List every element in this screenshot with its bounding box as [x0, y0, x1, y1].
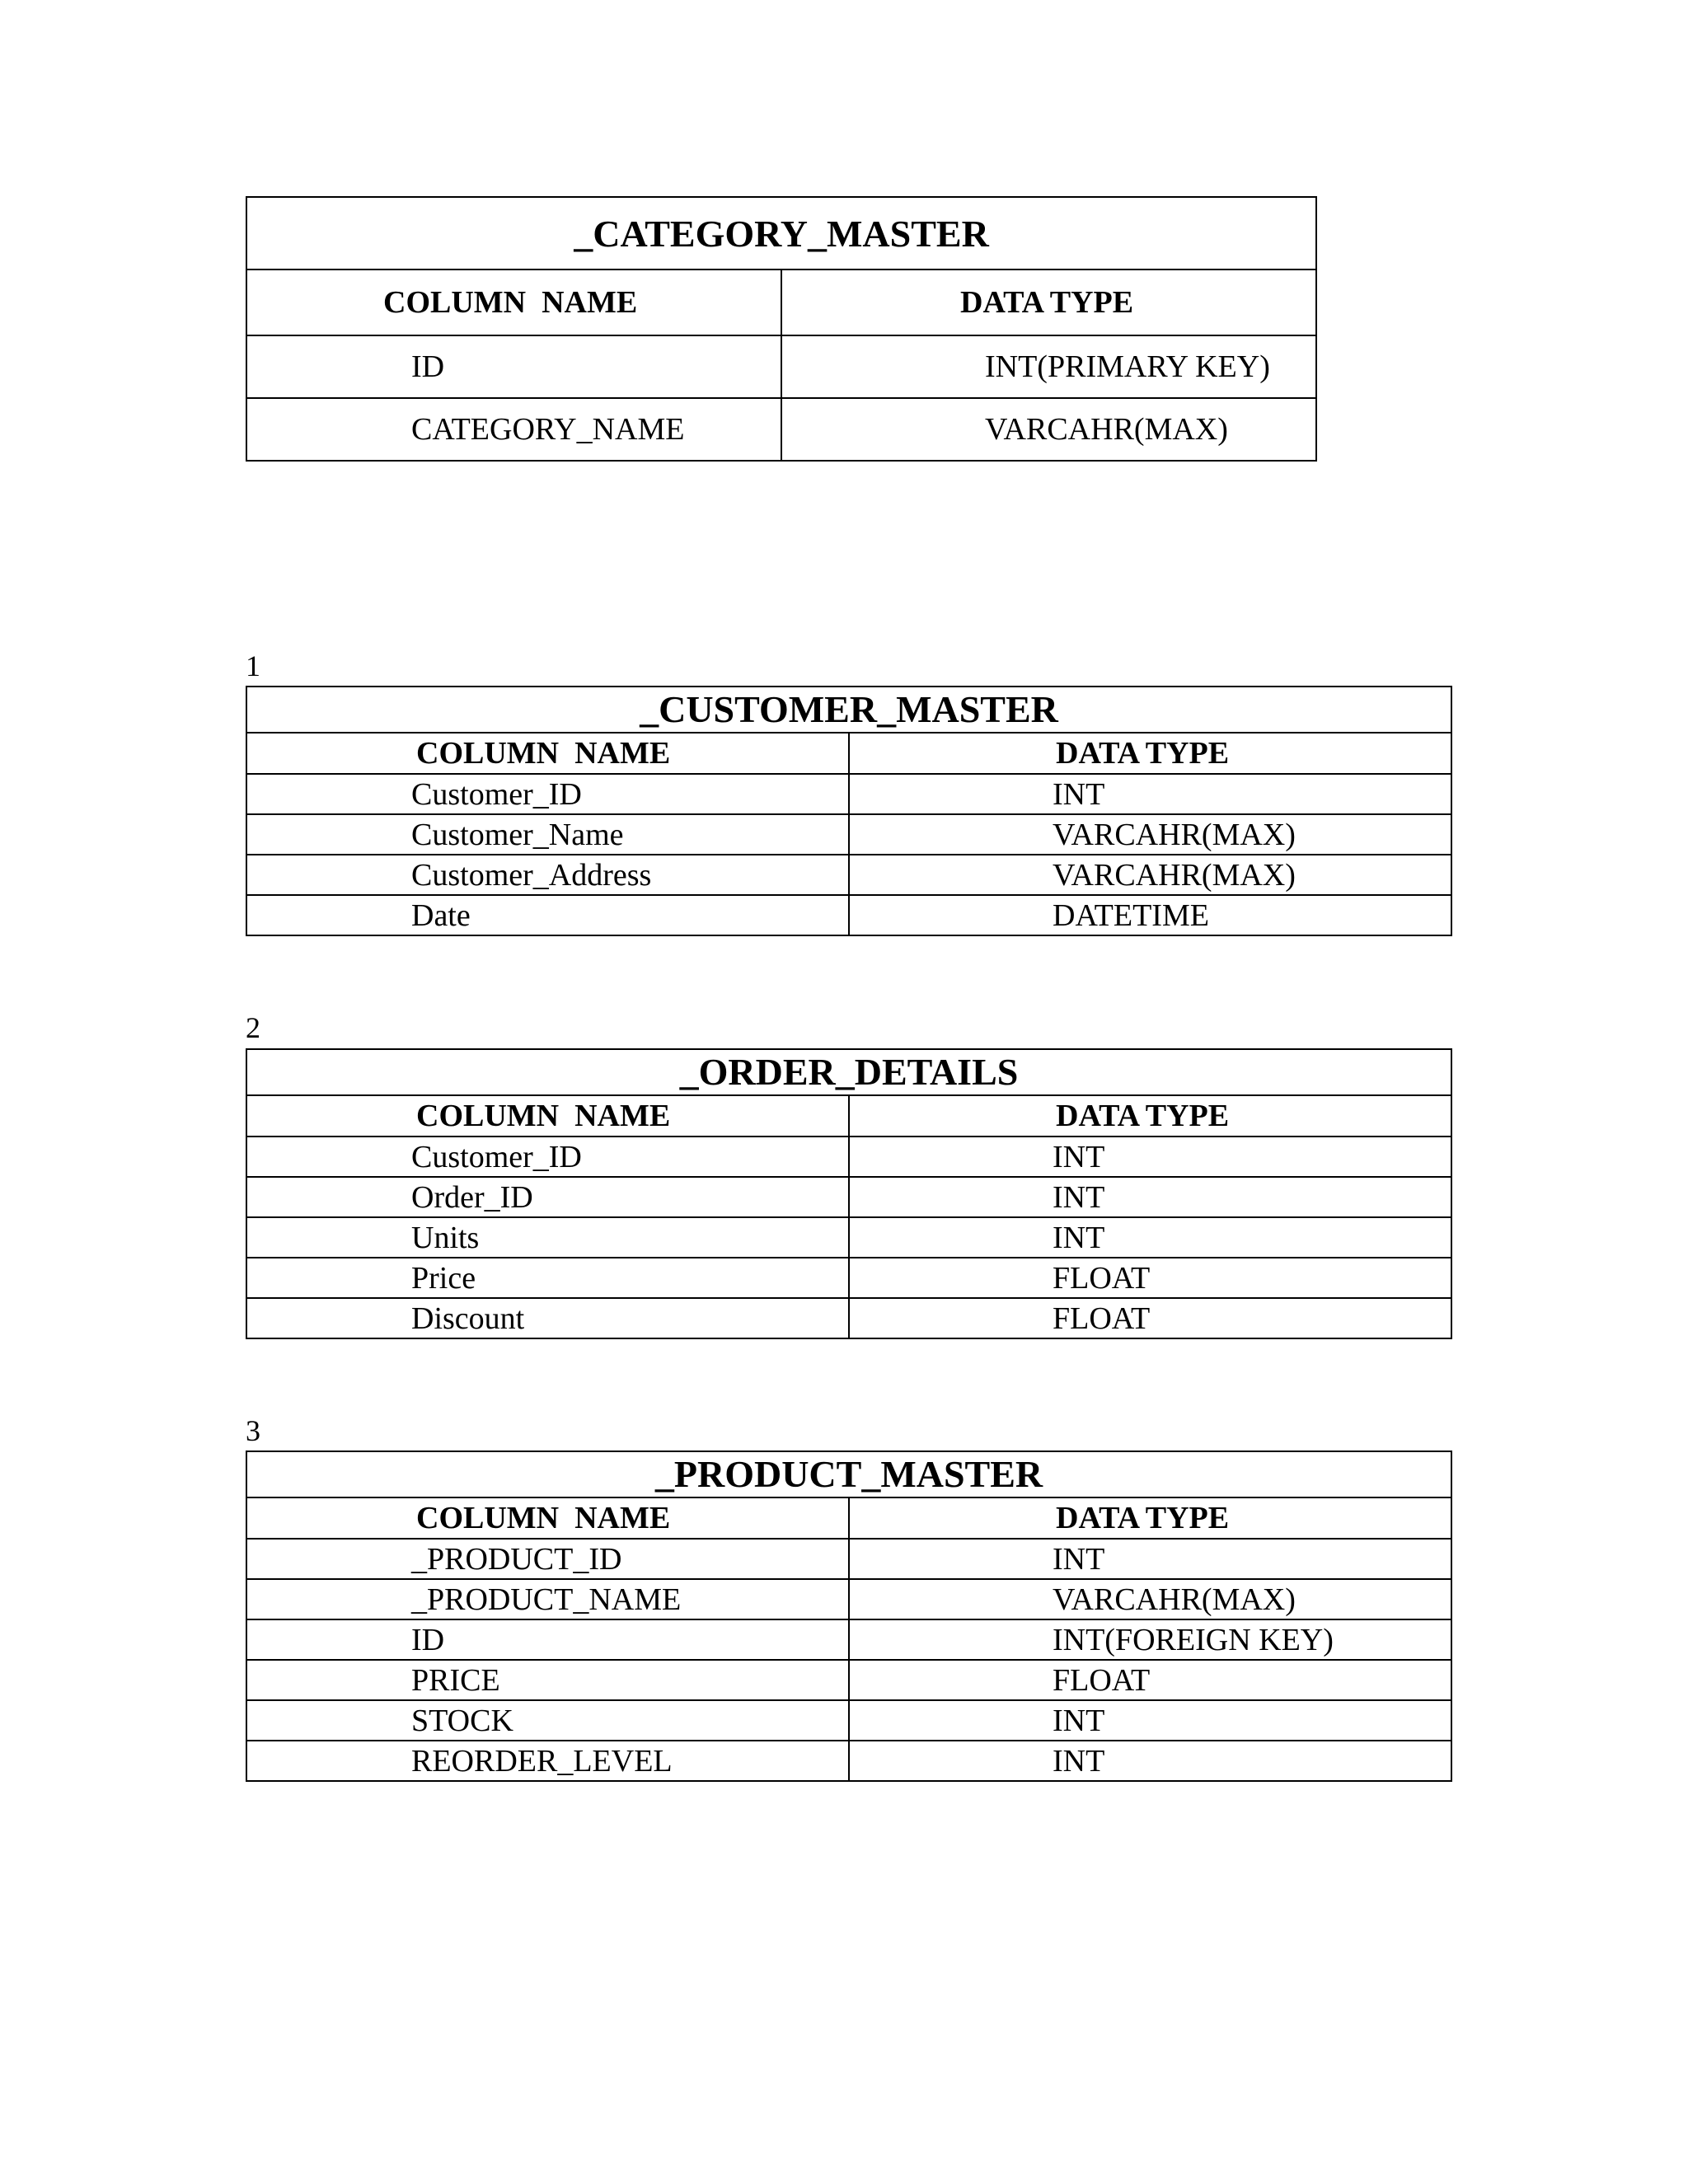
table-row	[246, 1619, 1451, 1660]
column-name-cell: Date	[246, 895, 849, 935]
table-row	[246, 774, 1451, 814]
data-type-cell: VARCAHR(MAX)	[849, 1579, 1451, 1619]
column-name-cell: _PRODUCT_ID	[246, 1539, 849, 1579]
data-type-header: DATA TYPE	[849, 1095, 1451, 1137]
table-row	[246, 1741, 1451, 1781]
data-type-cell: INT	[849, 1539, 1451, 1579]
column-name-cell: Discount	[246, 1298, 849, 1338]
column-name-header: COLUMN NAME	[246, 733, 849, 774]
table-row	[246, 1137, 1451, 1177]
column-name-cell: CATEGORY_NAME	[246, 398, 781, 461]
column-name-cell: Order_ID	[246, 1177, 849, 1217]
data-type-header: DATA TYPE	[849, 733, 1451, 774]
column-name-cell: Customer_Name	[246, 814, 849, 855]
table-row	[246, 335, 1316, 398]
table-number: 1	[246, 649, 260, 682]
data-type-cell: FLOAT	[849, 1660, 1451, 1700]
data-type-cell: INT	[849, 1177, 1451, 1217]
table-title: _CATEGORY_MASTER	[246, 197, 1316, 269]
order-details-table	[246, 1048, 1452, 1339]
customer-master-table	[246, 686, 1452, 936]
table-row	[246, 1258, 1451, 1298]
table-row	[246, 1579, 1451, 1619]
column-name-cell: Customer_ID	[246, 774, 849, 814]
data-type-cell: FLOAT	[849, 1298, 1451, 1338]
data-type-header: DATA TYPE	[849, 1497, 1451, 1539]
table-row	[246, 398, 1316, 461]
column-name-cell: PRICE	[246, 1660, 849, 1700]
column-name-cell: REORDER_LEVEL	[246, 1741, 849, 1781]
data-type-cell: INT(PRIMARY KEY)	[781, 335, 1316, 398]
table-row	[246, 855, 1451, 895]
data-type-cell: INT(FOREIGN KEY)	[849, 1619, 1451, 1660]
table-row	[246, 1660, 1451, 1700]
table-number: 2	[246, 1011, 260, 1044]
column-name-cell: Price	[246, 1258, 849, 1298]
table-row	[246, 1539, 1451, 1579]
column-name-cell: ID	[246, 1619, 849, 1660]
table-row	[246, 1298, 1451, 1338]
data-type-cell: FLOAT	[849, 1258, 1451, 1298]
table-title: _PRODUCT_MASTER	[246, 1451, 1451, 1497]
column-name-header: COLUMN NAME	[246, 1095, 849, 1137]
table-title: _CUSTOMER_MASTER	[246, 687, 1451, 733]
data-type-cell: DATETIME	[849, 895, 1451, 935]
data-type-cell: VARCAHR(MAX)	[849, 814, 1451, 855]
column-name-cell: ID	[246, 335, 781, 398]
category-master-table	[246, 196, 1317, 462]
column-name-cell: Customer_Address	[246, 855, 849, 895]
column-name-header: COLUMN NAME	[246, 1497, 849, 1539]
table-title: _ORDER_DETAILS	[246, 1049, 1451, 1095]
table-row	[246, 895, 1451, 935]
table-row	[246, 1177, 1451, 1217]
table-number: 3	[246, 1414, 260, 1447]
column-name-cell: Customer_ID	[246, 1137, 849, 1177]
data-type-header: DATA TYPE	[781, 269, 1316, 335]
column-name-cell: Units	[246, 1217, 849, 1258]
data-type-cell: INT	[849, 1741, 1451, 1781]
column-name-header: COLUMN NAME	[246, 269, 781, 335]
data-type-cell: VARCAHR(MAX)	[849, 855, 1451, 895]
product-master-table	[246, 1451, 1452, 1782]
data-type-cell: INT	[849, 774, 1451, 814]
column-name-cell: STOCK	[246, 1700, 849, 1741]
table-row	[246, 1217, 1451, 1258]
data-type-cell: VARCAHR(MAX)	[781, 398, 1316, 461]
column-name-cell: _PRODUCT_NAME	[246, 1579, 849, 1619]
table-row	[246, 814, 1451, 855]
table-row	[246, 1700, 1451, 1741]
data-type-cell: INT	[849, 1700, 1451, 1741]
data-type-cell: INT	[849, 1137, 1451, 1177]
data-type-cell: INT	[849, 1217, 1451, 1258]
